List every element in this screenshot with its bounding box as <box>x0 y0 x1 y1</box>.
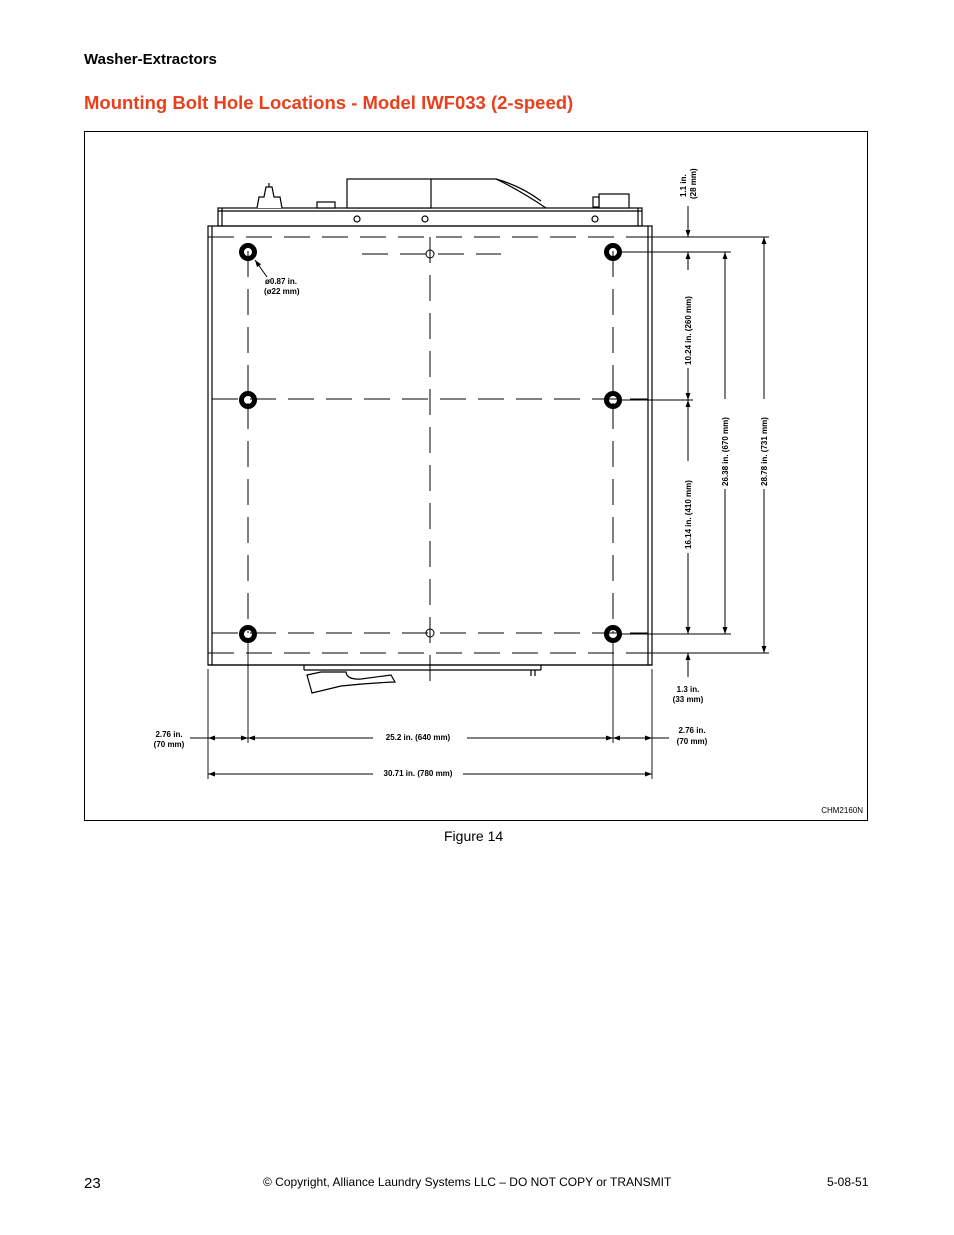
dimension-labels <box>154 168 864 815</box>
dim-left-offset-in: 2.76 in. <box>155 730 183 739</box>
section-title: Washer-Extractors <box>84 51 217 68</box>
footer-doc-code: 5-08-51 <box>827 1175 869 1189</box>
figure-box <box>84 131 868 821</box>
dim-right-offset-in: 2.76 in. <box>678 726 706 735</box>
footer-page-number: 23 <box>84 1175 101 1192</box>
dim-top-offset-in: 1.1 in. <box>679 174 688 197</box>
hole-diameter-in-label: ø0.87 in. <box>265 277 298 286</box>
figure-caption: Figure 14 <box>444 828 504 844</box>
dim-overall-width: 30.71 in. (780 mm) <box>383 769 453 778</box>
hole-diameter-mm-label: (ø22 mm) <box>264 287 300 296</box>
dim-overall-depth: 28.78 in. (731 mm) <box>760 417 769 486</box>
dim-hole-span: 26.38 in. (670 mm) <box>721 417 730 486</box>
mounting-diagram <box>85 132 869 822</box>
dim-right-offset-mm: (70 mm) <box>676 737 708 746</box>
page-heading: Mounting Bolt Hole Locations - Model IWF033 (2-speed) <box>84 92 574 113</box>
dim-top-offset-mm: (28 mm) <box>689 168 698 199</box>
dim-bottom-offset-in: 1.3 in. <box>676 685 700 694</box>
hole-diameter-callout <box>255 260 300 296</box>
footer-copyright: © Copyright, Alliance Laundry Systems LLC – DO NOT COPY or TRANSMIT <box>263 1175 672 1189</box>
drawing-id: CHM2160N <box>821 806 863 815</box>
dim-hole-width: 25.2 in. (640 mm) <box>385 733 451 742</box>
dim-left-offset-mm: (70 mm) <box>153 740 185 749</box>
dim-lower-spacing: 16.14 in. (410 mm) <box>684 480 693 549</box>
centerlines <box>208 237 652 681</box>
machine-top-parts <box>218 179 642 226</box>
dim-upper-spacing: 10.24 in. (260 mm) <box>684 296 693 365</box>
dim-bottom-offset-mm: (33 mm) <box>672 695 704 704</box>
